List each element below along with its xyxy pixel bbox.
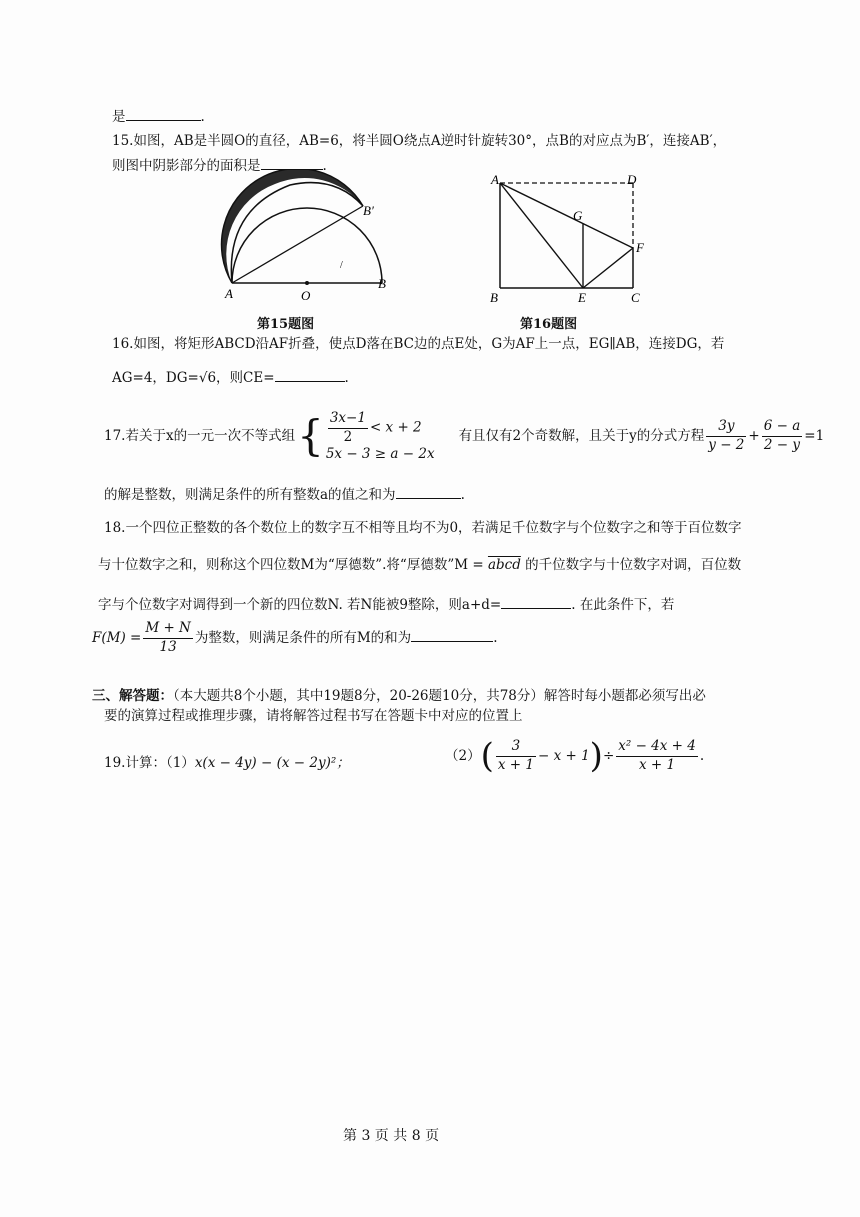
q19-frac1-den: x + 1 — [497, 756, 534, 773]
q18-abcd: abcd — [487, 557, 521, 573]
fig15-caption: 第15题图 — [257, 317, 315, 332]
q16-line1: 16.如图，将矩形ABCD沿AF折叠，使点D落在BC边的点E处，G为AF上一点，EG∥AB，连接DG，若 — [112, 336, 725, 352]
q17-line2 — [104, 484, 465, 503]
fig16-label-e: E — [578, 290, 586, 305]
q18-frac — [143, 620, 193, 656]
q17-brace: { — [297, 411, 324, 461]
fig15-label-b: B — [378, 276, 386, 291]
q14-tail — [112, 106, 205, 125]
q15-suffix: . — [322, 158, 327, 174]
q17-eq-frac2-den: 2 − y — [763, 436, 801, 453]
fig16-line-ef — [583, 248, 633, 288]
q16-suffix: . — [344, 370, 349, 386]
section3-line2: 要的演算过程或推理步骤，请将解答过程书写在答题卡中对应的位置上 — [104, 708, 523, 724]
q19-frac1 — [496, 738, 536, 774]
q18-fm: F(M) = — [92, 629, 142, 646]
figure-16 — [485, 170, 655, 305]
fig16-line-af — [500, 183, 633, 248]
q15-prefix: 则图中阴影部分的面积是 — [112, 158, 261, 174]
q15-blank — [261, 155, 323, 170]
q18-line2 — [98, 557, 741, 573]
figure-15 — [215, 170, 395, 305]
q19-prefix: 19.计算：（1） — [104, 755, 195, 771]
fig15-label-a: A — [225, 286, 233, 301]
q17-eq-frac2-num: 6 − a — [762, 418, 803, 437]
q18-line4 — [92, 620, 497, 656]
q17-system — [326, 410, 435, 462]
fig16-label-f: F — [636, 240, 644, 255]
q17-line2-suffix: . — [460, 487, 465, 503]
q17-middle: 有且仅有2个奇数解，且关于y的分式方程 — [458, 428, 705, 445]
page-footer: 第 3 页 共 8 页 — [343, 1128, 440, 1144]
fig15-semicircle — [232, 208, 382, 283]
q18-frac-den: 13 — [159, 638, 177, 655]
q19-part1 — [104, 755, 350, 771]
q16-line2 — [112, 367, 349, 386]
q18-line4-mid: 为整数，则满足条件的所有M的和为 — [194, 629, 412, 646]
q14-prefix: 是 — [112, 109, 126, 125]
fig16-label-b: B — [490, 290, 498, 305]
q15-line1: 15.如图，AB是半圆O的直径，AB=6，将半圆O绕点A逆时针旋转30°，点B的对应点为B′，连接AB′， — [112, 133, 727, 149]
q18-line3-suffix: . 在此条件下，若 — [571, 597, 675, 613]
q18-frac-num: M + N — [143, 620, 193, 639]
section3-text1: （本大题共8个小题，其中19题8分，20-26题10分，共78分）解答时每小题都必须写出必 — [173, 688, 706, 704]
q19-frac2 — [616, 738, 698, 774]
fig16-line-ae — [500, 183, 583, 288]
q14-blank — [126, 106, 201, 121]
q18-line3-prefix: 字与个位数字对调得到一个新的四位数N. 若N能被9整除，则a+d= — [98, 597, 502, 613]
fig15-label-b-prime: B′ — [363, 203, 374, 218]
q18-line2-suffix: 的千位数字与十位数字对调，百位数 — [525, 557, 742, 573]
q18-line3 — [98, 594, 674, 613]
q17-ineq1-den: 2 — [343, 428, 353, 445]
q19-part2-label: （2） — [445, 747, 481, 764]
q19-rparen: ) — [589, 736, 603, 777]
q19-frac1-num: 3 — [496, 738, 536, 757]
q19-mid: − x + 1 — [537, 747, 590, 764]
fig15-label-o: O — [301, 288, 311, 303]
fig16-caption: 第16题图 — [520, 317, 578, 332]
q19-end: . — [699, 747, 705, 764]
q17-eq-frac2 — [762, 418, 803, 454]
q19-part2 — [445, 736, 705, 777]
section3-line1 — [92, 688, 706, 704]
fig15-mark: / — [340, 260, 343, 271]
q17-eq-plus: + — [748, 428, 760, 445]
q19-lparen: ( — [480, 736, 494, 777]
q17-blank — [396, 484, 461, 499]
fig15-chord-ab-prime — [232, 206, 363, 283]
q17-prefix: 17.若关于x的一元一次不等式组 — [104, 428, 296, 445]
q16-prefix: AG=4，DG=√6，则CE= — [112, 370, 275, 386]
q18-blank2 — [411, 627, 493, 642]
q14-suffix: . — [200, 109, 205, 125]
q17-ineq1 — [326, 410, 435, 446]
q17-ineq1-rest: < x + 2 — [369, 419, 422, 436]
q18-blank1 — [501, 594, 571, 609]
q18-line1: 18.一个四位正整数的各个数位上的数字互不相等且均不为0，若满足千位数字与个位数字之和等于百位数字 — [104, 520, 742, 536]
q19-frac2-den: x + 1 — [639, 756, 676, 773]
q17-eq-frac1-num: 3y — [706, 418, 746, 437]
q17-ineq1-frac — [328, 410, 368, 446]
fig15-center-dot — [305, 281, 309, 285]
q17-eq-frac1 — [706, 418, 746, 454]
q19-expr1: x(x − 4y) − (x − 2y)²； — [194, 755, 350, 771]
q17-eq-frac1-den: y − 2 — [708, 436, 745, 453]
q17-ineq2: 5x − 3 ≥ a − 2x — [325, 446, 435, 463]
fig16-label-d: D — [627, 172, 637, 187]
q18-line4-suffix: . — [493, 629, 498, 646]
q16-blank — [275, 367, 345, 382]
q17-line1 — [104, 410, 824, 462]
q17-eq-rest: =1 — [804, 428, 825, 445]
fig16-label-g: G — [573, 208, 583, 223]
q19-div: ÷ — [602, 747, 615, 764]
fig16-label-a: A — [491, 172, 499, 187]
q18-line2-prefix: 与十位数字之和，则称这个四位数M为“厚德数”.将“厚德数”M = — [98, 557, 484, 573]
section3-label: 三、解答题： — [92, 688, 173, 704]
q17-line2-prefix: 的解是整数，则满足条件的所有整数a的值之和为 — [104, 487, 396, 503]
fig16-label-c: C — [631, 290, 640, 305]
q17-ineq1-num: 3x−1 — [328, 410, 368, 429]
q19-frac2-num: x² − 4x + 4 — [616, 738, 698, 757]
